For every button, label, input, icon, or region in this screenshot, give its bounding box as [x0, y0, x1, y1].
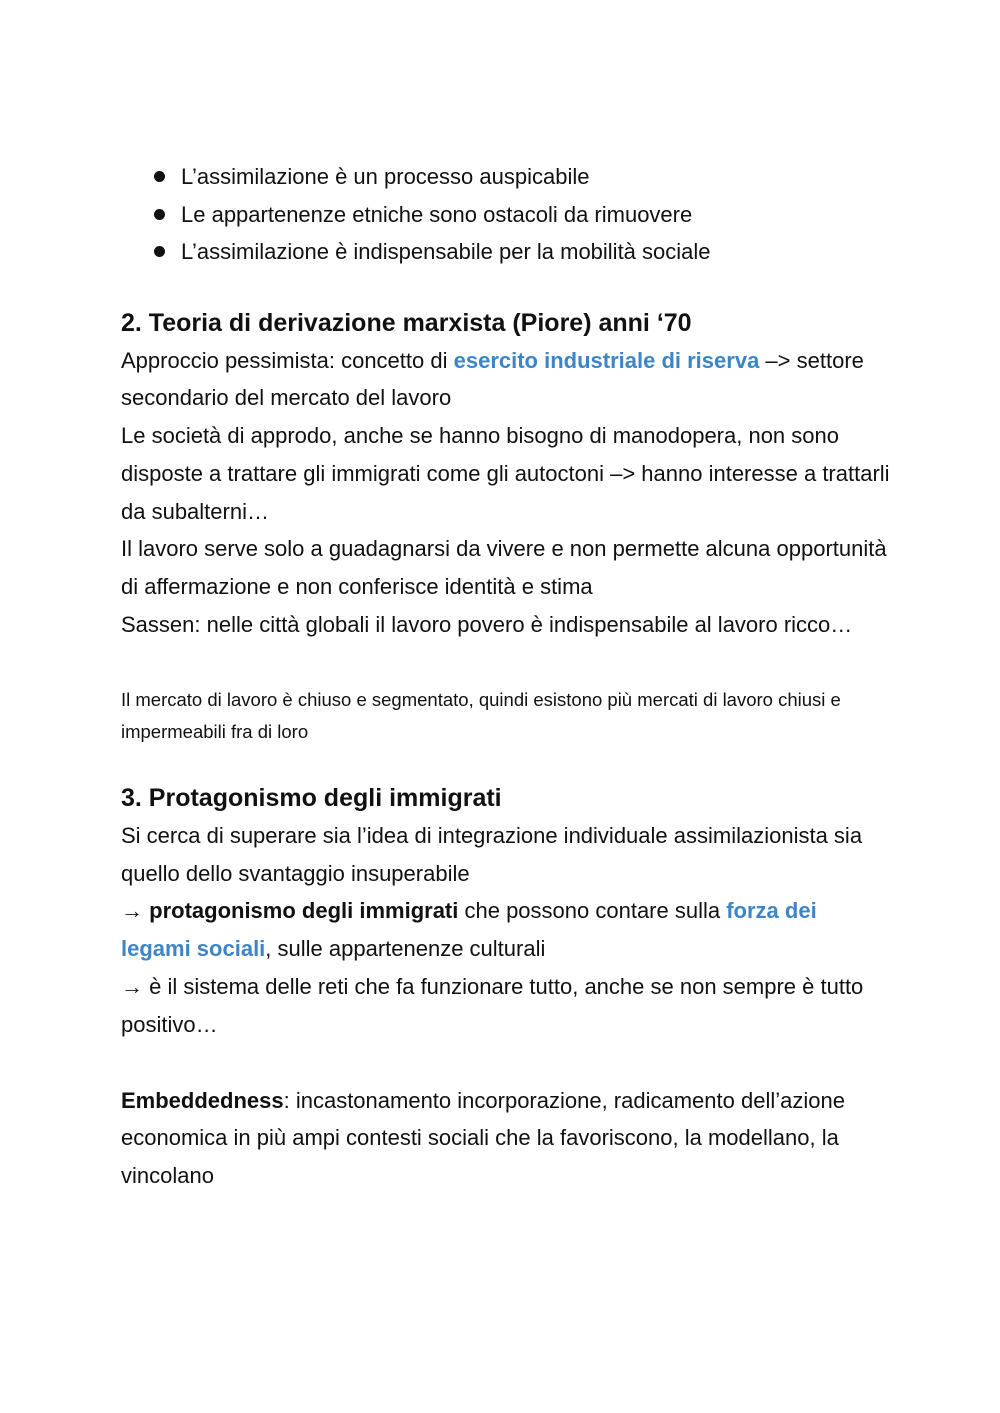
bold-term: protagonismo degli immigrati — [149, 898, 459, 924]
bullet-icon — [154, 209, 165, 220]
list-item: L’assimilazione è indispensabile per la mobilità sociale — [121, 233, 891, 271]
section-2-paragraph-1: Approccio pessimista: concetto di esercito industriale di riserva –> settore secondario del mercato del lavoro — [121, 347, 864, 411]
section-3-paragraph-1: Si cerca di superare sia l’idea di integrazione individuale assimilazionista sia quello dello svantaggio insuperabile — [121, 822, 863, 886]
highlight-term: esercito industriale di riserva — [453, 347, 760, 373]
assimilation-list — [121, 158, 891, 271]
section-3-heading: 3. Protagonismo degli immigrati — [121, 783, 502, 812]
document-page — [121, 158, 891, 1195]
arrow-icon: → — [121, 898, 150, 924]
section-2-heading: 2. Teoria di derivazione marxista (Piore) anni ‘70 — [121, 308, 692, 337]
list-item: Le appartenenze etniche sono ostacoli da rimuovere — [121, 196, 891, 234]
section-2-note: Il mercato di lavoro è chiuso e segmentato, quindi esistono più mercati di lavoro chiusi e impermeabili fra di loro — [121, 688, 841, 742]
bullet-icon — [154, 246, 165, 257]
section-2-paragraph-4: Sassen: nelle città globali il lavoro povero è indispensabile al lavoro ricco… — [121, 612, 853, 638]
section-2-paragraph-2: Le società di approdo, anche se hanno bisogno di manodopera, non sono disposte a trattare gli immigrati come gli autoctoni –> hanno interesse a trattarli da subalterni… — [121, 423, 890, 524]
section-3-paragraph-2: → protagonismo degli immigrati che possono contare sulla forza dei legami sociali, sulle appartenenze culturali — [121, 898, 817, 962]
list-item: L’assimilazione è un processo auspicabile — [121, 158, 891, 196]
bullet-icon — [154, 171, 165, 182]
highlight-term: forza dei legami sociali — [121, 898, 817, 962]
section-3-paragraph-3: → è il sistema delle reti che fa funzionare tutto, anche se non sempre è tutto positivo… — [121, 974, 864, 1037]
embeddedness-term: Embeddedness — [121, 1087, 284, 1113]
section-2-paragraph-3: Il lavoro serve solo a guadagnarsi da vivere e non permette alcuna opportunità di affermazione e non conferisce identità e stima — [121, 536, 887, 600]
embeddedness-paragraph: Embeddedness: incastonamento incorporazione, radicamento dell’azione economica in più ampi contesti sociali che la favoriscono, la modellano, la vincolano — [121, 1087, 845, 1189]
